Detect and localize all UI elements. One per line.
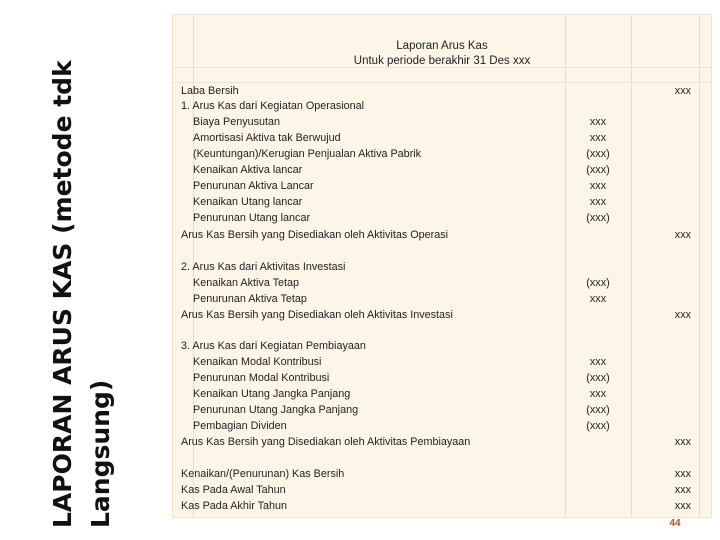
report-row-amount: (xxx): [586, 404, 610, 416]
report-row-amount: xxx: [589, 356, 607, 368]
report-row-label: Kenaikan Utang lancar: [193, 196, 303, 208]
report-row-amount: (xxx): [586, 420, 610, 432]
grid-line: [173, 82, 711, 83]
report-row-amount: (xxx): [586, 372, 610, 384]
report-row-label: Penurunan Aktiva Tetap: [193, 293, 307, 305]
report-row-label: Pembagian Dividen: [193, 420, 287, 432]
report-row-amount: xxx: [589, 116, 607, 128]
report-row-amount: (xxx): [586, 148, 610, 160]
report-row-label: Penurunan Modal Kontribusi: [193, 372, 330, 384]
slide-title-line-1: LAPORAN ARUS KAS (metode tdk: [48, 60, 77, 528]
slide-title-text: [44, 8, 120, 528]
report-row-label: Arus Kas Bersih yang Disediakan oleh Aktivitas Investasi: [181, 309, 453, 321]
report-row-label: Penurunan Utang Jangka Panjang: [193, 404, 359, 416]
page-number: 44: [669, 518, 681, 529]
report-row-total: xxx: [674, 309, 691, 321]
report-title: Laporan Arus Kas: [396, 40, 488, 52]
report-row-label: 2. Arus Kas dari Aktivitas Investasi: [181, 261, 346, 273]
report-row-total: xxx: [674, 484, 691, 496]
report-row-label: Laba Bersih: [181, 85, 239, 97]
report-row-label: Kenaikan/(Penurunan) Kas Bersih: [181, 468, 345, 480]
grid-line: [631, 15, 632, 517]
report-header: [173, 39, 711, 69]
slide-title-line-2: Langsung): [86, 379, 115, 528]
grid-line: [565, 15, 566, 517]
grid-line: [699, 15, 700, 517]
report-row-total: xxx: [674, 468, 691, 480]
report-row-label: 1. Arus Kas dari Kegiatan Operasional: [181, 100, 365, 112]
report-row-total: xxx: [674, 436, 691, 448]
report-row-total: xxx: [674, 229, 691, 241]
report-row-label: Biaya Penyusutan: [193, 116, 281, 128]
report-row-amount: (xxx): [586, 164, 610, 176]
report-row-amount: xxx: [589, 388, 607, 400]
report-row-label: Penurunan Utang lancar: [193, 212, 311, 224]
report-row-amount: (xxx): [586, 277, 610, 289]
report-row-label: Kenaikan Modal Kontribusi: [193, 356, 322, 368]
report-row-label: (Keuntungan)/Kerugian Penjualan Aktiva Pabrik: [193, 148, 422, 160]
report-row-total: xxx: [674, 85, 691, 97]
report-row-amount: xxx: [589, 132, 607, 144]
report-row-label: Arus Kas Bersih yang Disediakan oleh Aktivitas Pembiayaan: [181, 436, 471, 448]
report-subtitle: Untuk periode berakhir 31 Des xxx: [353, 55, 531, 67]
report-row-label: Kas Pada Awal Tahun: [181, 484, 286, 496]
report-sheet: [172, 14, 712, 518]
report-row-label: Kas Pada Akhir Tahun: [181, 500, 288, 512]
report-row-label: Penurunan Aktiva Lancar: [193, 180, 314, 192]
report-row-amount: xxx: [589, 293, 607, 305]
report-row-label: 3. Arus Kas dari Kegiatan Pembiayaan: [181, 340, 366, 352]
report-row-total: xxx: [674, 500, 691, 512]
report-row-label: Kenaikan Utang Jangka Panjang: [193, 388, 351, 400]
report-row-label: Kenaikan Aktiva lancar: [193, 164, 303, 176]
slide-title: [0, 0, 165, 540]
report-row-label: Amortisasi Aktiva tak Berwujud: [193, 132, 341, 144]
report-row-amount: xxx: [589, 196, 607, 208]
report-row-amount: (xxx): [586, 212, 610, 224]
report-row-label: Kenaikan Aktiva Tetap: [193, 277, 300, 289]
report-row-amount: xxx: [589, 180, 607, 192]
report-row-label: Arus Kas Bersih yang Disediakan oleh Aktivitas Operasi: [181, 229, 449, 241]
